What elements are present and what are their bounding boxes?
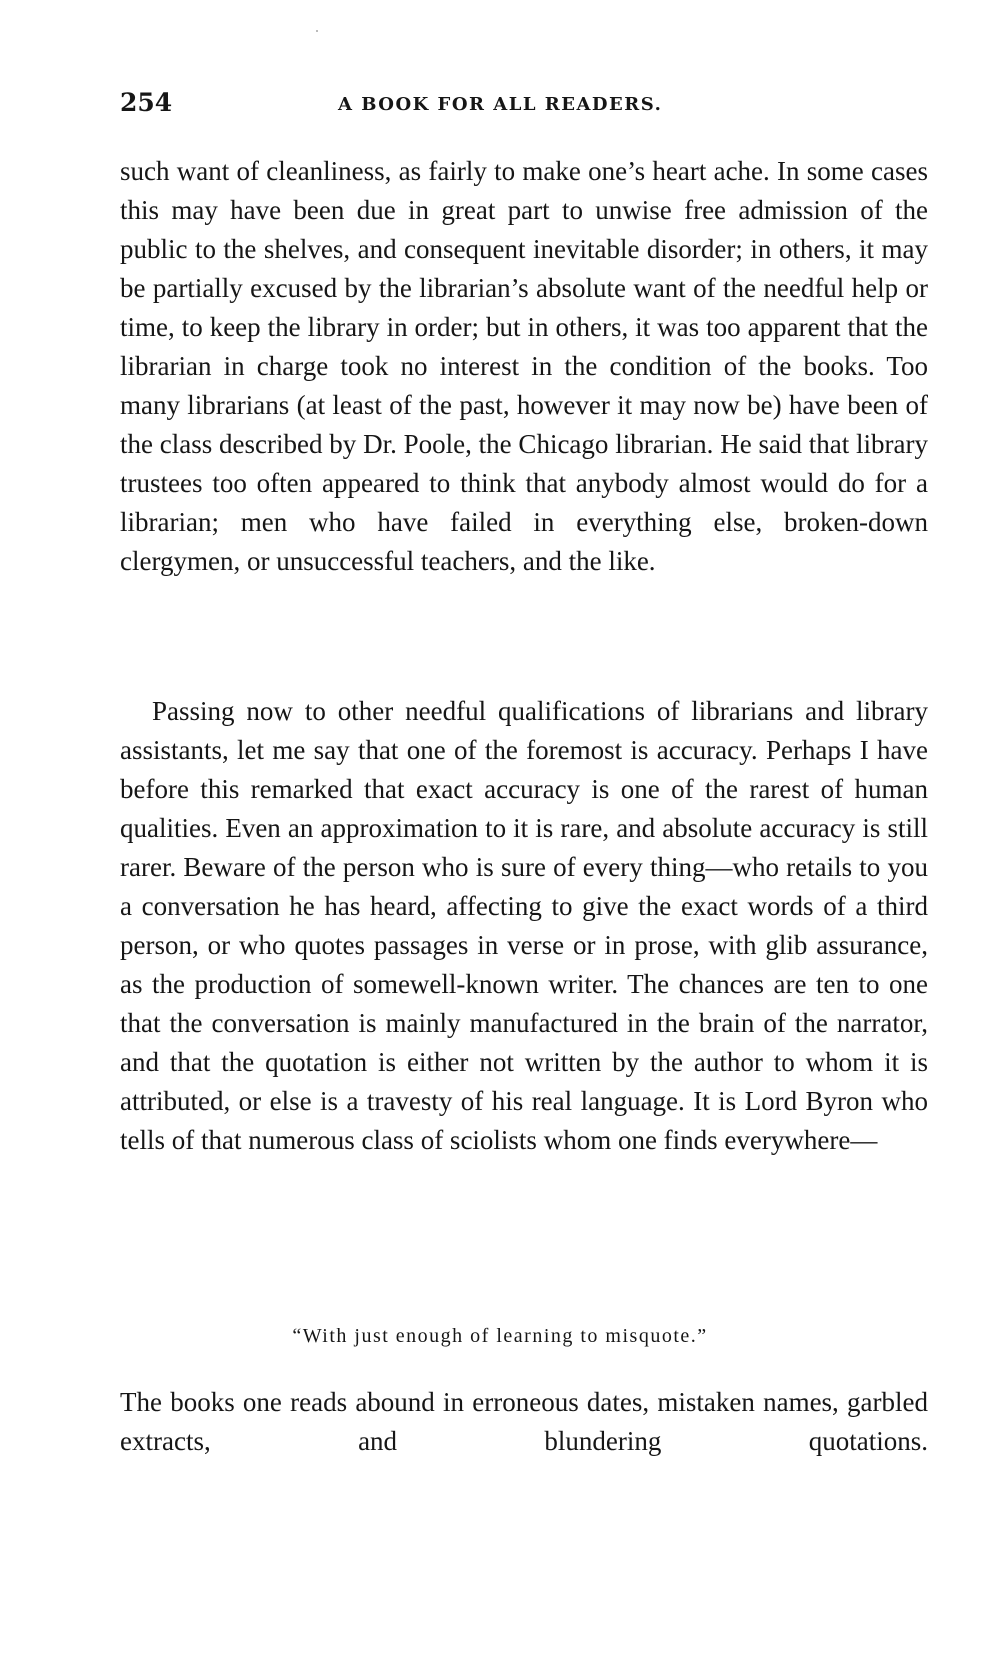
page-header [120, 88, 928, 122]
running-head: A BOOK FOR ALL READERS. [338, 94, 663, 115]
paragraph-2: Passing now to other needful qualifications of librarians and library assistants, let me say that one of the foremost is accuracy. Perhaps I have before this remarked that exact accuracy is one of the rarest of human qualities. Even an approximation to it is rare, and absolute accuracy is still rarer. Beware of the person who is sure of every thing—who retails to you a conversation he has heard, affecting to give the exact words of a third person, or who quotes passages in verse or in prose, with glib assurance, as the production of somewell-known writer. The chances are ten to one that the conversation is mainly manufactured in the brain of the narrator, and that the quotation is either not written by the author to whom it is attributed, or else is a travesty of his real language. It is Lord Byron who tells of that numerous class of sciolists whom one finds everywhere— [120, 696, 928, 1155]
paragraph-3: The books one reads abound in erroneous dates, mistaken names, garbled extracts, and blundering quotations. [120, 1387, 928, 1456]
epigraph-quote: “With just enough of learning to misquote.” [292, 1325, 708, 1347]
page-number: 254 [120, 88, 173, 117]
paragraph-1: such want of cleanliness, as fairly to make one’s heart ache. In some cases this may have been due in great part to unwise free admission of the public to the shelves, and consequent inevitable disorder; in others, it may be partially excused by the librarian’s absolute want of the needful help or time, to keep the library in order; but in others, it was too apparent that the librarian in charge took no interest in the condition of the books. Too many librarians (at least of the past, however it may now be) have been of the class described by Dr. Poole, the Chicago librarian. He said that library trustees too often appeared to think that anybody almost would do for a librarian; men who have failed in everything else, broken-down clergymen, or unsuccessful teachers, and the like. [120, 156, 928, 576]
scan-speck [316, 30, 318, 32]
